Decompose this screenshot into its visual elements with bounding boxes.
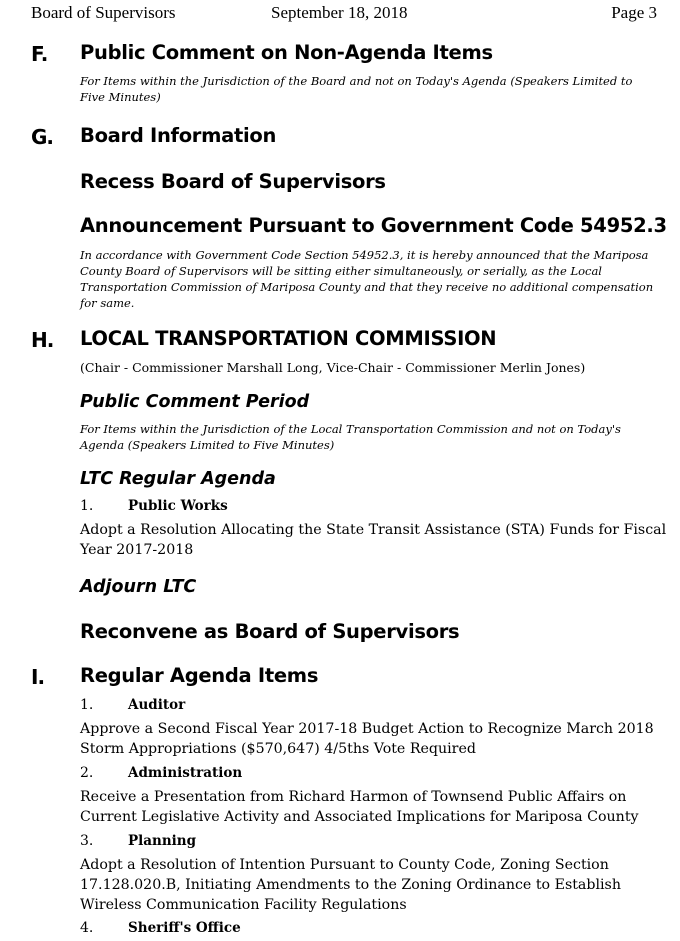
- section-i-letter: I.: [31, 665, 45, 689]
- agenda-item-number: 3.: [80, 833, 94, 849]
- agenda-item-description: Receive a Presentation from Richard Harmon of Townsend Public Affairs on Current Legislative Activity and Associated Implications for Mariposa County: [80, 789, 639, 825]
- ltc-agenda-heading: LTC Regular Agenda: [80, 469, 276, 489]
- section-g-title: Board Information: [80, 124, 277, 147]
- agenda-item-number: 4.: [80, 920, 94, 936]
- adjourn-ltc-heading: Adjourn LTC: [80, 577, 197, 597]
- agenda-item-number: 1.: [80, 697, 94, 713]
- section-f-title: Public Comment on Non-Agenda Items: [80, 41, 493, 64]
- reconvene-heading: Reconvene as Board of Supervisors: [80, 620, 460, 643]
- public-comment-heading: Public Comment Period: [80, 392, 310, 412]
- agenda-item-description: Approve a Second Fiscal Year 2017-18 Budget Action to Recognize March 2018 Storm Appropriations ($570,647) 4/5ths Vote Required: [80, 721, 654, 757]
- header-date: September 18, 2018: [271, 3, 408, 22]
- recess-heading: Recess Board of Supervisors: [80, 170, 386, 193]
- section-g-letter: G.: [31, 125, 54, 149]
- announcement-heading: Announcement Pursuant to Government Code 54952.3: [80, 214, 667, 237]
- section-f-letter: F.: [31, 42, 48, 66]
- ltc-item-department: Public Works: [128, 498, 228, 514]
- announcement-note: In accordance with Government Code Section 54952.3, it is hereby announced that the Mariposa County Board of Supervisors will be sitting either simultaneously, or serially, as the Local Transportation Commission of Mariposa County and that they receive no additional compensation for same.: [80, 248, 654, 310]
- agenda-item-department: Auditor: [128, 697, 186, 713]
- header-page-number: Page 3: [611, 3, 657, 22]
- agenda-item-number: 2.: [80, 765, 94, 781]
- ltc-item-description: Adopt a Resolution Allocating the State Transit Assistance (STA) Funds for Fiscal Year 2017-2018: [80, 522, 667, 558]
- agenda-item-description: Adopt a Resolution of Intention Pursuant to County Code, Zoning Section 17.128.020.B, Initiating Amendments to the Zoning Ordinance to Establish Wireless Communication Facility Regulations: [80, 857, 621, 913]
- section-f-note: For Items within the Jurisdiction of the Board and not on Today's Agenda (Speakers Limited to Five Minutes): [80, 74, 633, 104]
- agenda-item-department: Sheriff's Office: [128, 920, 241, 936]
- section-i-title: Regular Agenda Items: [80, 664, 319, 687]
- public-comment-note: For Items within the Jurisdiction of the Local Transportation Commission and not on Today's Agenda (Speakers Limited to Five Minutes): [80, 422, 621, 452]
- agenda-item-department: Administration: [128, 765, 243, 781]
- agenda-item-department: Planning: [128, 833, 197, 849]
- section-h-title: LOCAL TRANSPORTATION COMMISSION: [80, 327, 497, 350]
- commission-chairs: (Chair - Commissioner Marshall Long, Vice-Chair - Commissioner Merlin Jones): [80, 360, 586, 375]
- section-h-letter: H.: [31, 328, 54, 352]
- ltc-item-number: 1.: [80, 498, 94, 514]
- header-board-name: Board of Supervisors: [31, 3, 176, 22]
